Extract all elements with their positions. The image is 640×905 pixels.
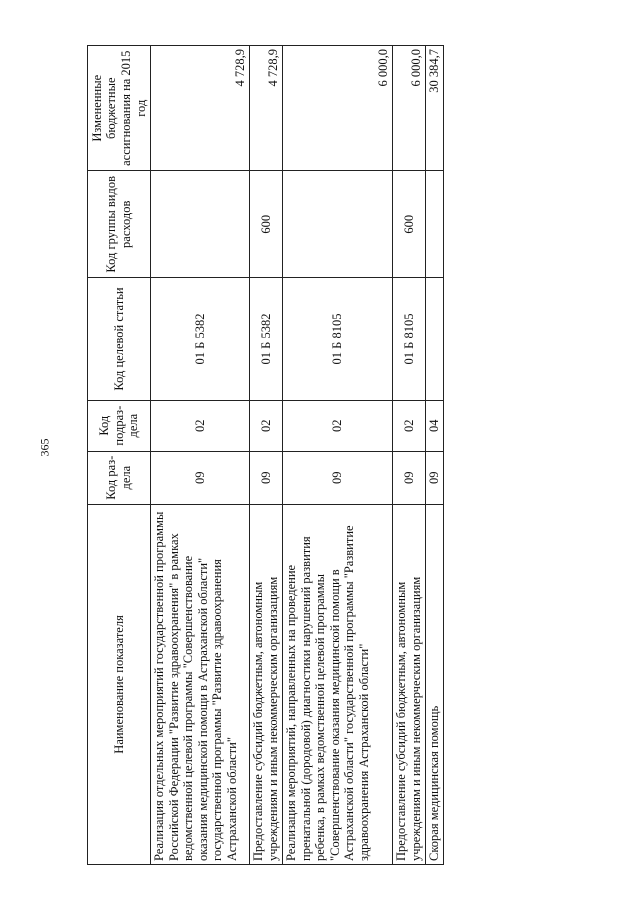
row-section: 09 [151, 451, 250, 504]
row-expense-group [426, 171, 444, 278]
row-name: Предоставление субсидий бюджетным, автономным учреждениям и иным некоммерческим организациям [250, 504, 283, 864]
table-header-row [88, 46, 151, 865]
header-expense-group: Код группы видов расходов [88, 171, 151, 278]
row-expense-group: 600 [393, 171, 426, 278]
row-subsection: 02 [151, 400, 250, 451]
table-row [283, 46, 393, 865]
header-section: Код раз-дела [88, 451, 151, 504]
row-section: 09 [426, 451, 444, 504]
row-amount: 6 000,0 [283, 46, 393, 171]
row-amount: 4 728,9 [151, 46, 250, 171]
table-row [393, 46, 426, 865]
row-article: 01 Б 5382 [250, 278, 283, 401]
row-name: Реализация мероприятий, направленных на проведение пренатальной (дородовой) диагностики нарушений развития ребенка, в рамках ведомственной целевой программы "Совершенствование оказания медицинской помощи в Астраханской области" государственной программы "Развитие здравоохранения Астраханской области" [283, 504, 393, 864]
row-amount: 4 728,9 [250, 46, 283, 171]
row-amount: 30 384,7 [426, 46, 444, 171]
header-subsection: Код подраз-дела [88, 400, 151, 451]
row-subsection: 02 [283, 400, 393, 451]
table-row [151, 46, 250, 865]
row-name: Предоставление субсидий бюджетным, автономным учреждениям и иным некоммерческим организациям [393, 504, 426, 864]
header-article: Код целевой статьи [88, 278, 151, 401]
row-subsection: 04 [426, 400, 444, 451]
rotated-table-wrapper [87, 45, 444, 865]
row-expense-group [151, 171, 250, 278]
row-name: Реализация отдельных мероприятий государственной программы Российской Федерации "Развитие здравоохранения" в рамках ведомственной целевой программы "Совершенствование оказания медицинской помощи в Астраханской области" государственной программы "Развитие здравоохранения Астраханской области" [151, 504, 250, 864]
row-expense-group [283, 171, 393, 278]
header-amount: Измененные бюджетные ассигнования на 2015 год [88, 46, 151, 171]
row-subsection: 02 [250, 400, 283, 451]
row-article [426, 278, 444, 401]
row-name: Скорая медицинская помощь [426, 504, 444, 864]
row-section: 09 [393, 451, 426, 504]
row-amount: 6 000,0 [393, 46, 426, 171]
budget-table [87, 45, 444, 865]
row-article: 01 Б 5382 [151, 278, 250, 401]
table-row [250, 46, 283, 865]
page-number: 365 [37, 438, 52, 457]
table-row [426, 46, 444, 865]
row-expense-group: 600 [250, 171, 283, 278]
row-section: 09 [283, 451, 393, 504]
row-subsection: 02 [393, 400, 426, 451]
row-section: 09 [250, 451, 283, 504]
row-article: 01 Б 8105 [393, 278, 426, 401]
header-name: Наименование показателя [88, 504, 151, 864]
row-article: 01 Б 8105 [283, 278, 393, 401]
